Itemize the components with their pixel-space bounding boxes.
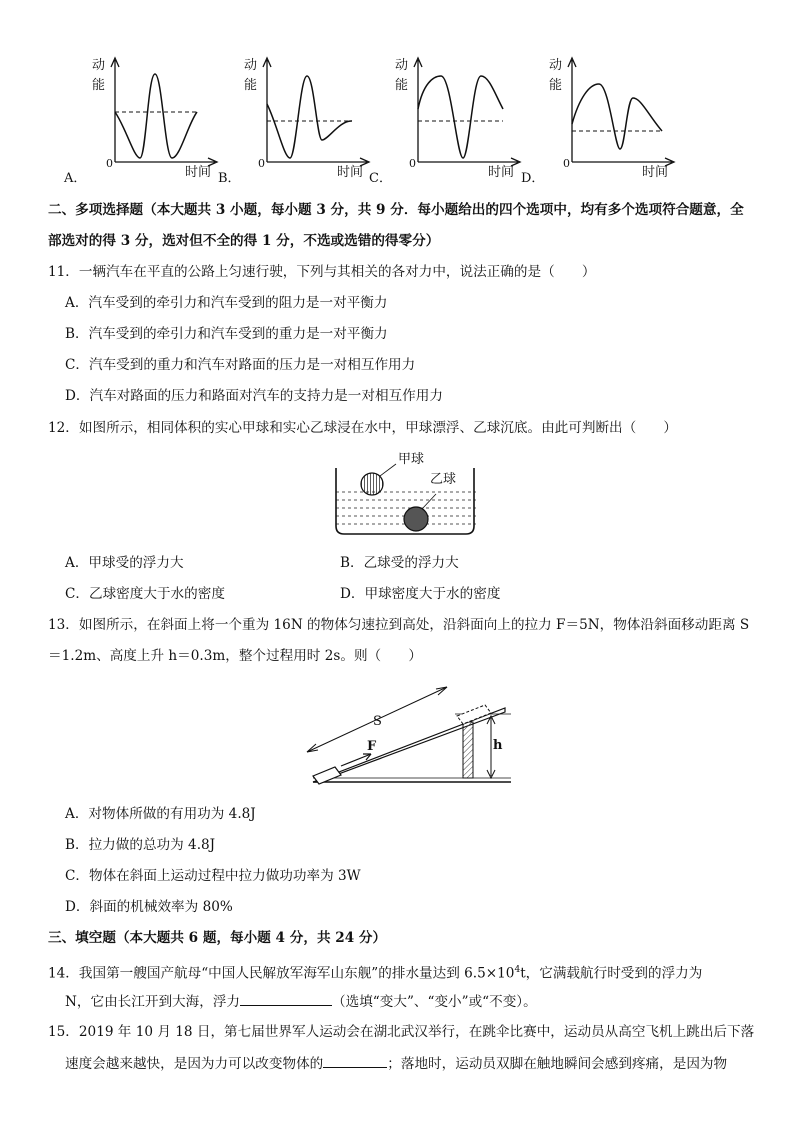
ball-b-icon [404, 507, 428, 531]
q12-option-c: C．乙球密度大于水的密度 [65, 586, 225, 602]
graph-c-origin: 0 [409, 157, 416, 170]
q11-option-b: B．汽车受到的牵引力和汽车受到的重力是一对平衡力 [65, 326, 388, 342]
graph-a-ylabel-2: 能 [92, 78, 106, 93]
q11-option-a: A．汽车受到的牵引力和汽车受到的阻力是一对平衡力 [65, 295, 388, 311]
q14-line1-prefix: 14．我国第一艘国产航母“中国人民解放军海军山东舰”的排水量达到 6.5×10 [48, 965, 515, 982]
q12-figure [330, 448, 480, 538]
graph-d-origin: 0 [563, 157, 570, 170]
q14-line2-a: N，它由长江开到大海，浮力 [65, 994, 241, 1010]
q15-line2 [65, 1053, 727, 1074]
graph-d-xlabel: 时间 [642, 165, 669, 180]
graph-c [369, 54, 533, 194]
q13-option-c: C．物体在斜面上运动过程中拉力做功功率为 3W [65, 868, 361, 884]
graph-b-xlabel: 时间 [337, 165, 364, 180]
graph-c-xlabel: 时间 [488, 165, 515, 180]
label-h: h [493, 738, 503, 753]
section3-title: 三、填空题（本大题共 6 题，每小题 4 分，共 24 分） [48, 930, 387, 946]
q14-line2 [65, 991, 537, 1012]
label-f: F [367, 739, 377, 754]
q15-blank[interactable] [323, 1053, 387, 1068]
q13-stem-line2: ＝1.2m、高度上升 h＝0.3m，整个过程用时 2s。则（ ） [48, 648, 422, 664]
label-s: S [373, 714, 382, 729]
section2-title-line2: 部选对的得 3 分，选对但不全的得 1 分，不选或选错的得零分） [48, 233, 440, 249]
option-c-label: C． [369, 171, 392, 186]
graph-a-ylabel-1: 动 [92, 58, 106, 73]
graph-d [521, 54, 687, 194]
graph-c-ylabel-2: 能 [395, 78, 409, 93]
q11-option-c: C．汽车受到的重力和汽车对路面的压力是一对相互作用力 [65, 357, 416, 373]
q13-stem-line1: 13．如图所示，在斜面上将一个重为 16N 的物体匀速拉到高处，沿斜面向上的拉力 F＝5N，物体沿斜面移动距离 S [48, 617, 750, 633]
q14-line2-b: （选填“变大”、“变小”或“不变）。 [332, 994, 537, 1010]
graph-d-ylabel-2: 能 [549, 78, 563, 93]
q14-line1-sup: 4 [514, 965, 521, 975]
q11-option-d: D．汽车对路面的压力和路面对汽车的支持力是一对相互作用力 [65, 388, 443, 404]
graph-d-ylabel-1: 动 [549, 58, 563, 73]
graph-a-xlabel: 时间 [185, 165, 212, 180]
graph-a [64, 54, 230, 194]
q12-option-d: D．甲球密度大于水的密度 [340, 586, 501, 602]
ball-a-icon [361, 473, 383, 495]
q14-line1-suffix: t，它满载航行时受到的浮力为 [520, 965, 703, 982]
graph-b-ylabel-1: 动 [244, 58, 258, 73]
q13-option-a: A．对物体所做的有用功为 4.8J [65, 806, 256, 822]
q13-figure [295, 678, 515, 788]
q12-option-b: B．乙球受的浮力大 [340, 555, 459, 571]
section2-title-line1: 二、多项选择题（本大题共 3 小题，每小题 3 分，共 9 分．每小题给出的四个选项中，均有多个选项符合题意，全 [48, 202, 744, 218]
graph-b [218, 54, 382, 194]
graph-c-ylabel-1: 动 [395, 58, 409, 73]
graph-b-origin: 0 [258, 157, 265, 170]
option-a-label: A． [64, 171, 87, 186]
graph-a-origin: 0 [106, 157, 113, 170]
q13-option-d: D．斜面的机械效率为 80% [65, 899, 233, 915]
ball-a-label: 甲球 [398, 452, 425, 467]
option-d-label: D． [521, 171, 545, 186]
q15-line2-b: ；落地时，运动员双脚在触地瞬间会感到疼痛，是因为物 [387, 1056, 728, 1072]
option-b-label: B． [218, 171, 241, 186]
incline-diagram [295, 678, 515, 788]
q13-option-b: B．拉力做的总功为 4.8J [65, 837, 216, 853]
q12-option-a: A．甲球受的浮力大 [65, 555, 184, 571]
q14-line1 [48, 960, 702, 984]
q14-blank[interactable] [240, 991, 332, 1006]
ball-b-label: 乙球 [430, 472, 457, 487]
graph-b-ylabel-2: 能 [244, 78, 258, 93]
q12-stem: 12．如图所示，相同体积的实心甲球和实心乙球浸在水中，甲球漂浮、乙球沉底。由此可判断出（ ） [48, 420, 678, 436]
q15-line1: 15．2019 年 10 月 18 日，第七届世界军人运动会在湖北武汉举行，在跳伞比赛中，运动员从高空飞机上跳出后下落 [48, 1024, 755, 1040]
q11-stem: 11．一辆汽车在平直的公路上匀速行驶，下列与其相关的各对力中，说法正确的是（ ） [48, 264, 596, 280]
q15-line2-a: 速度会越来越快，是因为力可以改变物体的 [65, 1056, 324, 1072]
